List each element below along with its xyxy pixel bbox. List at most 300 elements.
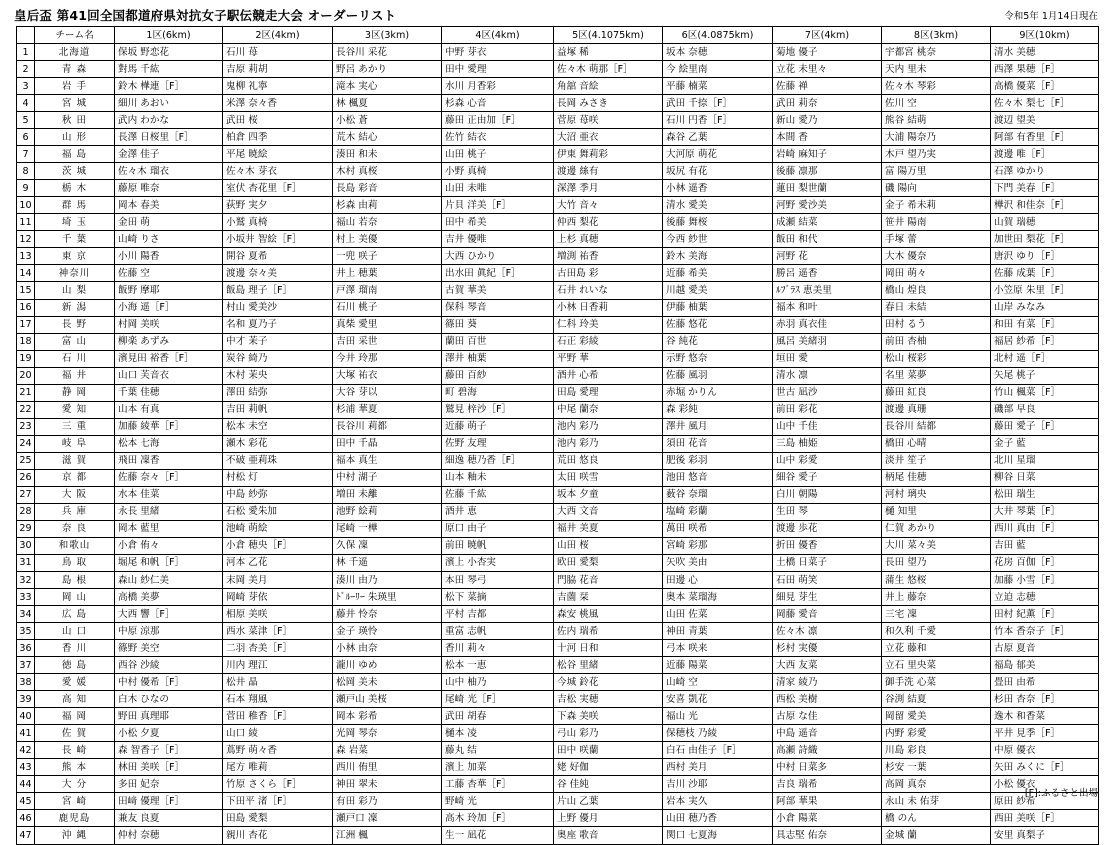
team-name: 宮 崎 <box>35 793 115 810</box>
runner-name: 原田 紗希 <box>991 793 1099 810</box>
runner-name: 酒井 恵 <box>442 503 554 520</box>
runner-name: 松山 桜彩 <box>882 350 991 367</box>
runner-name: 池田 悠音 <box>663 469 773 486</box>
runner-name: 兼友 良夏 <box>115 810 223 827</box>
runner-name: 勝呂 遥香 <box>773 265 882 282</box>
runner-name: 田邊 心 <box>663 572 773 589</box>
team-name: 北海道 <box>35 44 115 61</box>
team-name: 岡 山 <box>35 589 115 606</box>
team-name: 静 岡 <box>35 384 115 401</box>
row-number: 8 <box>17 163 35 180</box>
runner-name: 大西 ひかり <box>442 248 554 265</box>
runner-name: 小川 陽香 <box>115 248 223 265</box>
table-row <box>17 503 1099 520</box>
runner-name: 松下 菜摘 <box>442 589 554 606</box>
runner-name: 飯野 摩耶 <box>115 282 223 299</box>
runner-name: 西田 美咲［F］ <box>991 810 1099 827</box>
table-row <box>17 691 1099 708</box>
runner-name: 飛田 凜香 <box>115 452 223 469</box>
row-number: 15 <box>17 282 35 299</box>
runner-name: 鬼柳 礼寧 <box>223 78 333 95</box>
runner-name: 藤原 唯奈 <box>115 180 223 197</box>
table-row <box>17 469 1099 486</box>
runner-name: 佐川 空 <box>882 95 991 112</box>
table-row <box>17 776 1099 793</box>
table-row <box>17 299 1099 316</box>
runner-name: 矢吹 美由 <box>663 554 773 571</box>
runner-name: 今井 玲那 <box>333 350 442 367</box>
table-row <box>17 589 1099 606</box>
runner-name: 石澤 ゆかり <box>991 163 1099 180</box>
row-number: 39 <box>17 691 35 708</box>
runner-name: 吉井 優唯 <box>442 231 554 248</box>
team-name: 秋 田 <box>35 112 115 129</box>
runner-name: 田﨑 優理［F］ <box>115 793 223 810</box>
runner-name: 石本 翔風 <box>223 691 333 708</box>
runner-name: 和久利 千愛 <box>882 623 991 640</box>
runner-name: 石川 円香［F］ <box>663 112 773 129</box>
runner-name: 杉森 由莉 <box>333 197 442 214</box>
runner-name: 瀬戸口 凜 <box>333 810 442 827</box>
runner-name: 山中 彩愛 <box>773 452 882 469</box>
runner-name: 二羽 杏美［F］ <box>223 640 333 657</box>
runner-name: 示野 悠奈 <box>663 350 773 367</box>
runner-name: 高橋 美夢 <box>115 589 223 606</box>
runner-name: 姥 好伽 <box>554 759 663 776</box>
table-row <box>17 725 1099 742</box>
table-row <box>17 95 1099 112</box>
runner-name: 風呂 美緒羽 <box>773 333 882 350</box>
runner-name: 春日 未結 <box>882 299 991 316</box>
runner-name: 藤丸 结 <box>442 742 554 759</box>
runner-name: 関口 七夏海 <box>663 827 773 844</box>
row-number: 33 <box>17 589 35 606</box>
runner-name: 武田 千捺［F］ <box>663 95 773 112</box>
row-number: 31 <box>17 554 35 571</box>
runner-name: 成瀬 結菜 <box>773 214 882 231</box>
runner-name: 石井 れいな <box>554 282 663 299</box>
runner-name: 古原 な佳 <box>773 708 882 725</box>
runner-name: 下田平 渚［F］ <box>223 793 333 810</box>
runner-name: 川島 彩良 <box>882 742 991 759</box>
runner-name: 金子 藍 <box>991 435 1099 452</box>
runner-name: 岡留 愛美 <box>882 708 991 725</box>
row-number: 18 <box>17 333 35 350</box>
runner-name: 中村 優希［F］ <box>115 674 223 691</box>
runner-name: 杉浦 華夏 <box>333 401 442 418</box>
runner-name: 薮谷 奈瑠 <box>663 486 773 503</box>
runner-name: 石川 苺 <box>223 44 333 61</box>
runner-name: 後藤 凛那 <box>773 163 882 180</box>
team-name: 岐 阜 <box>35 435 115 452</box>
runner-name: 松本 未空 <box>223 418 333 435</box>
runner-name: 吉川 沙耶 <box>663 776 773 793</box>
table-row <box>17 78 1099 95</box>
runner-name: 折田 優香 <box>773 537 882 554</box>
runner-name: 三宅 凜 <box>882 606 991 623</box>
runner-name: 原口 由子 <box>442 520 554 537</box>
team-name: 熊 本 <box>35 759 115 776</box>
runner-name: 小笠原 朱里［F］ <box>991 282 1099 299</box>
runner-name: 大井 琴葉［F］ <box>991 503 1099 520</box>
runner-name: 佐野 友理 <box>442 435 554 452</box>
runner-name: 吉松 実穂 <box>554 691 663 708</box>
row-number: 34 <box>17 606 35 623</box>
table-row <box>17 197 1099 214</box>
runner-name: 近藤 萌子 <box>442 418 554 435</box>
runner-name: 村山 愛美沙 <box>223 299 333 316</box>
column-header-section-7: 7区(4km) <box>773 27 882 44</box>
runner-name: 岡崎 芽依 <box>223 589 333 606</box>
runner-name: 小林 由奈 <box>333 640 442 657</box>
row-number: 1 <box>17 44 35 61</box>
column-header-section-1: 1区(6km) <box>115 27 223 44</box>
runner-name: 蔦野 萌々香 <box>223 742 333 759</box>
runner-name: 瀬木 彩花 <box>223 435 333 452</box>
runner-name: 山本 釉未 <box>442 469 554 486</box>
table-row <box>17 418 1099 435</box>
runner-name: 佐竹 結衣 <box>442 129 554 146</box>
runner-name: 柳楽 あずみ <box>115 333 223 350</box>
runner-name: 佐々木 瑠衣 <box>115 163 223 180</box>
runner-name: 和田 有菜［F］ <box>991 316 1099 333</box>
runner-name: 松岡 美未 <box>333 674 442 691</box>
runner-name: 大河原 萌花 <box>663 146 773 163</box>
runner-name: 中島 紗弥 <box>223 486 333 503</box>
table-row <box>17 316 1099 333</box>
column-header-section-8: 8区(3km) <box>882 27 991 44</box>
runner-name: 谷 純花 <box>663 333 773 350</box>
column-header-section-3: 3区(3km) <box>333 27 442 44</box>
table-row <box>17 129 1099 146</box>
runner-name: 細谷 愛子 <box>773 469 882 486</box>
runner-name: 矢尾 桃子 <box>991 367 1099 384</box>
runner-name: 江洲 楓 <box>333 827 442 844</box>
runner-name: 柄尾 佳穂 <box>882 469 991 486</box>
runner-name: 山賀 瑞穂 <box>991 214 1099 231</box>
runner-name: 多田 妃奈 <box>115 776 223 793</box>
runner-name: 室伏 杏花里［F］ <box>223 180 333 197</box>
runner-name: 田中 希美 <box>442 214 554 231</box>
runner-name: 岡本 藍里 <box>115 520 223 537</box>
runner-name: 熊谷 結萌 <box>882 112 991 129</box>
runner-name: 鷲見 梓沙［F］ <box>442 401 554 418</box>
runner-name: 橋田 心晴 <box>882 435 991 452</box>
runner-name: 川内 理江 <box>223 657 333 674</box>
row-number: 26 <box>17 469 35 486</box>
runner-name: 篠野 美空 <box>115 640 223 657</box>
runner-name: 手塚 蕾 <box>882 231 991 248</box>
row-number: 40 <box>17 708 35 725</box>
table-row <box>17 248 1099 265</box>
runner-name: 藤田 百紗 <box>442 367 554 384</box>
runner-name: 岩本 実久 <box>663 793 773 810</box>
runner-name: 世古 凪沙 <box>773 384 882 401</box>
runner-name: 欧田 愛梨 <box>554 554 663 571</box>
runner-name: 光岡 琴奈 <box>333 725 442 742</box>
runner-name: 木村 茉央 <box>223 367 333 384</box>
runner-name: 北村 遥［F］ <box>991 350 1099 367</box>
runner-name: 福居 紗希［F］ <box>991 333 1099 350</box>
runner-name: 田島 愛梨 <box>223 810 333 827</box>
column-header-section-4: 4区(4km) <box>442 27 554 44</box>
runner-name: 岡田 萌々 <box>882 265 991 282</box>
runner-name: 井上 藤奈 <box>882 589 991 606</box>
runner-name: 吉田 藍 <box>991 537 1099 554</box>
runner-name: 岩崎 麻知子 <box>773 146 882 163</box>
runner-name: 本間 香 <box>773 129 882 146</box>
runner-name: 石松 愛朱加 <box>223 503 333 520</box>
table-row <box>17 537 1099 554</box>
runner-name: 小松 優衣 <box>991 776 1099 793</box>
runner-name: 森 智香子［F］ <box>115 742 223 759</box>
runner-name: 清水 凛 <box>773 367 882 384</box>
runner-name: 仲西 梨花 <box>554 214 663 231</box>
runner-name: 木村 真桜 <box>333 163 442 180</box>
runner-name: 千葉 佳穂 <box>115 384 223 401</box>
runner-name: 長岡 みさき <box>554 95 663 112</box>
runner-name: 弓本 咲来 <box>663 640 773 657</box>
runner-name: 杉安 一葉 <box>882 759 991 776</box>
runner-name: 山中 千佳 <box>773 418 882 435</box>
runner-name: 塩崎 彩蘭 <box>663 503 773 520</box>
runner-name: 木戸 望乃実 <box>882 146 991 163</box>
runner-name: 中原 涼那 <box>115 623 223 640</box>
team-name: 滋 賀 <box>35 452 115 469</box>
team-name: 佐 賀 <box>35 725 115 742</box>
table-row <box>17 367 1099 384</box>
team-name: 群 馬 <box>35 197 115 214</box>
runner-name: 濱上 加菜 <box>442 759 554 776</box>
team-name: 石 川 <box>35 350 115 367</box>
runner-name: 柳谷 日菜 <box>991 469 1099 486</box>
runner-name: 安喜 凱花 <box>663 691 773 708</box>
table-row <box>17 333 1099 350</box>
runner-name: 金子 瑛怜 <box>333 623 442 640</box>
runner-name: 岡本 彩希 <box>333 708 442 725</box>
runner-name: 蒲生 悠桜 <box>882 572 991 589</box>
runner-name: 平藤 楠菜 <box>663 78 773 95</box>
team-name: 島 根 <box>35 572 115 589</box>
table-row <box>17 112 1099 129</box>
table-row <box>17 180 1099 197</box>
runner-name: 本田 琴弓 <box>442 572 554 589</box>
runner-name: 金澤 佳子 <box>115 146 223 163</box>
runner-name: 杉村 実優 <box>773 640 882 657</box>
runner-name: 立花 未里々 <box>773 61 882 78</box>
runner-name: 古原 夏音 <box>991 640 1099 657</box>
runner-name: 金城 蘭 <box>882 827 991 844</box>
runner-name: 吉良 瑞希 <box>773 776 882 793</box>
row-number: 10 <box>17 197 35 214</box>
table-row <box>17 435 1099 452</box>
runner-name: 下森 美咲 <box>554 708 663 725</box>
runner-name: 戸澤 瑠南 <box>333 282 442 299</box>
table-row <box>17 657 1099 674</box>
runner-name: 坂本 夕童 <box>554 486 663 503</box>
runner-name: 中尾 蘭奈 <box>554 401 663 418</box>
runner-name: 立石 里央菜 <box>882 657 991 674</box>
order-table <box>16 26 1099 845</box>
runner-name: 谷 佳純 <box>554 776 663 793</box>
runner-name: 湊川 由乃 <box>333 572 442 589</box>
row-number: 42 <box>17 742 35 759</box>
runner-name: 花房 百伽［F］ <box>991 554 1099 571</box>
runner-name: 開谷 夏希 <box>223 248 333 265</box>
runner-name: 名和 夏乃子 <box>223 316 333 333</box>
runner-name: 益塚 稀 <box>554 44 663 61</box>
runner-name: 蓮田 梨世蘭 <box>773 180 882 197</box>
page-title: 皇后盃 第41回全国都道府県対抗女子駅伝競走大会 オーダーリスト <box>14 8 397 23</box>
table-row <box>17 810 1099 827</box>
runner-name: 田中 千晶 <box>333 435 442 452</box>
table-row <box>17 486 1099 503</box>
runner-name: 小倉 侑々 <box>115 537 223 554</box>
runner-name: 山中 柚乃 <box>442 674 554 691</box>
runner-name: 磯部 早良 <box>991 401 1099 418</box>
runner-name: 福本 真生 <box>333 452 442 469</box>
runner-name: 平尾 暁絵 <box>223 146 333 163</box>
row-number: 12 <box>17 231 35 248</box>
runner-name: 北川 星瑠 <box>991 452 1099 469</box>
runner-name: 松井 晶 <box>223 674 333 691</box>
runner-name: 鈴木 美海 <box>663 248 773 265</box>
runner-name: 古賀 華美 <box>442 282 554 299</box>
runner-name: 伊藤 柚葉 <box>663 299 773 316</box>
runner-name: 福山 若奈 <box>333 214 442 231</box>
runner-name: 大西 友菜 <box>773 657 882 674</box>
runner-name: 一兜 咲子 <box>333 248 442 265</box>
row-number: 46 <box>17 810 35 827</box>
runner-name: 有田 彩乃 <box>333 793 442 810</box>
runner-name: 渡邊 真珊 <box>882 401 991 418</box>
runner-name: 保坂 野恋花 <box>115 44 223 61</box>
row-number: 30 <box>17 537 35 554</box>
runner-name: 肥後 彩羽 <box>663 452 773 469</box>
runner-name: 細逸 穂乃香［F］ <box>442 452 554 469</box>
table-row <box>17 384 1099 401</box>
runner-name: 長谷川 莉都 <box>333 418 442 435</box>
team-name: 大 阪 <box>35 486 115 503</box>
row-number: 6 <box>17 129 35 146</box>
runner-name: 小鷲 真椅 <box>223 214 333 231</box>
runner-name: 森 岩菜 <box>333 742 442 759</box>
runner-name: 出水田 眞紀［F］ <box>442 265 554 282</box>
runner-name: 西村 美月 <box>663 759 773 776</box>
column-header-section-9: 9区(10km) <box>991 27 1099 44</box>
runner-name: 田島 愛理 <box>554 384 663 401</box>
runner-name: 吉田 莉帆 <box>223 401 333 418</box>
runner-name: 加藤 綾華［F］ <box>115 418 223 435</box>
runner-name: 吉原 莉胡 <box>223 61 333 78</box>
team-name: 長 崎 <box>35 742 115 759</box>
runner-name: 山口 芙音衣 <box>115 367 223 384</box>
runner-name: 佐々木 琴彩 <box>882 78 991 95</box>
team-name: 新 潟 <box>35 299 115 316</box>
table-row <box>17 623 1099 640</box>
runner-name: 立迫 志穂 <box>991 589 1099 606</box>
team-name: 鹿児島 <box>35 810 115 827</box>
runner-name: 瀧川 ゆめ <box>333 657 442 674</box>
runner-name: 田中 咲蘭 <box>554 742 663 759</box>
runner-name: 大西 文音 <box>554 503 663 520</box>
runner-name: 杉田 杏奈［F］ <box>991 691 1099 708</box>
runner-name: 西松 美樹 <box>773 691 882 708</box>
runner-name: 松本 一恵 <box>442 657 554 674</box>
row-number: 19 <box>17 350 35 367</box>
runner-name: 小海 遥［F］ <box>115 299 223 316</box>
runner-name: 渡邊 絲有 <box>554 163 663 180</box>
runner-name: 大浦 陽奈乃 <box>882 129 991 146</box>
runner-name: 鈴木 樺連［F］ <box>115 78 223 95</box>
runner-name: 佐藤 奈々［F］ <box>115 469 223 486</box>
runner-name: 相原 美咲 <box>223 606 333 623</box>
runner-name: 竹原 さくら［F］ <box>223 776 333 793</box>
runner-name: 赤羽 真衣佳 <box>773 316 882 333</box>
runner-name: 角舘 音絵 <box>554 78 663 95</box>
team-name: 高 知 <box>35 691 115 708</box>
runner-name: 尾方 唯莉 <box>223 759 333 776</box>
runner-name: 大木 優奈 <box>882 248 991 265</box>
runner-name: 酒井 心希 <box>554 367 663 384</box>
team-name: 栃 木 <box>35 180 115 197</box>
runner-name: 石田 萌笑 <box>773 572 882 589</box>
runner-name: 池崎 萌絵 <box>223 520 333 537</box>
runner-name: 安里 真梨子 <box>991 827 1099 844</box>
runner-name: ﾙﾌﾞﾗｽ 恵美里 <box>773 282 882 299</box>
team-name: 大 分 <box>35 776 115 793</box>
runner-name: 米澤 奈々香 <box>223 95 333 112</box>
runner-name: 石正 彩綾 <box>554 333 663 350</box>
runner-name: 大川 菜々美 <box>882 537 991 554</box>
runner-name: 佐内 瑞希 <box>554 623 663 640</box>
runner-name: 湊田 和未 <box>333 146 442 163</box>
table-row <box>17 572 1099 589</box>
team-name: 山 形 <box>35 129 115 146</box>
runner-name: 長島 彩音 <box>333 180 442 197</box>
runner-name: 工藤 杏華［F］ <box>442 776 554 793</box>
runner-name: 菊地 優子 <box>773 44 882 61</box>
table-row <box>17 163 1099 180</box>
runner-name: 坂本 奈穂 <box>663 44 773 61</box>
runner-name: 金子 希未莉 <box>882 197 991 214</box>
runner-name: 阿部 有香里［F］ <box>991 129 1099 146</box>
runner-name: 村岡 美咲 <box>115 316 223 333</box>
runner-name: 西川 侑里 <box>333 759 442 776</box>
table-row <box>17 554 1099 571</box>
runner-name: 不破 亜莉珠 <box>223 452 333 469</box>
runner-name: 淡井 笙子 <box>882 452 991 469</box>
row-number: 43 <box>17 759 35 776</box>
table-row <box>17 350 1099 367</box>
runner-name: 伊東 舞莉彩 <box>554 146 663 163</box>
runner-name: 御手洗 心菜 <box>882 674 991 691</box>
runner-name: 保科 琴音 <box>442 299 554 316</box>
runner-name: 荒田 悠良 <box>554 452 663 469</box>
runner-name: 畳田 由希 <box>991 674 1099 691</box>
runner-name: ﾄﾞﾙｰﾘｰ 朱瑛里 <box>333 589 442 606</box>
runner-name: 坂尻 有花 <box>663 163 773 180</box>
runner-name: 佐藤 空 <box>115 265 223 282</box>
runner-name: 重富 志帆 <box>442 623 554 640</box>
table-row <box>17 606 1099 623</box>
runner-name: 近藤 陽菜 <box>663 657 773 674</box>
team-name: 福 岡 <box>35 708 115 725</box>
row-number: 38 <box>17 674 35 691</box>
runner-name: 下門 美春［F］ <box>991 180 1099 197</box>
runner-name: 深澤 季月 <box>554 180 663 197</box>
runner-name: 親川 杏花 <box>223 827 333 844</box>
